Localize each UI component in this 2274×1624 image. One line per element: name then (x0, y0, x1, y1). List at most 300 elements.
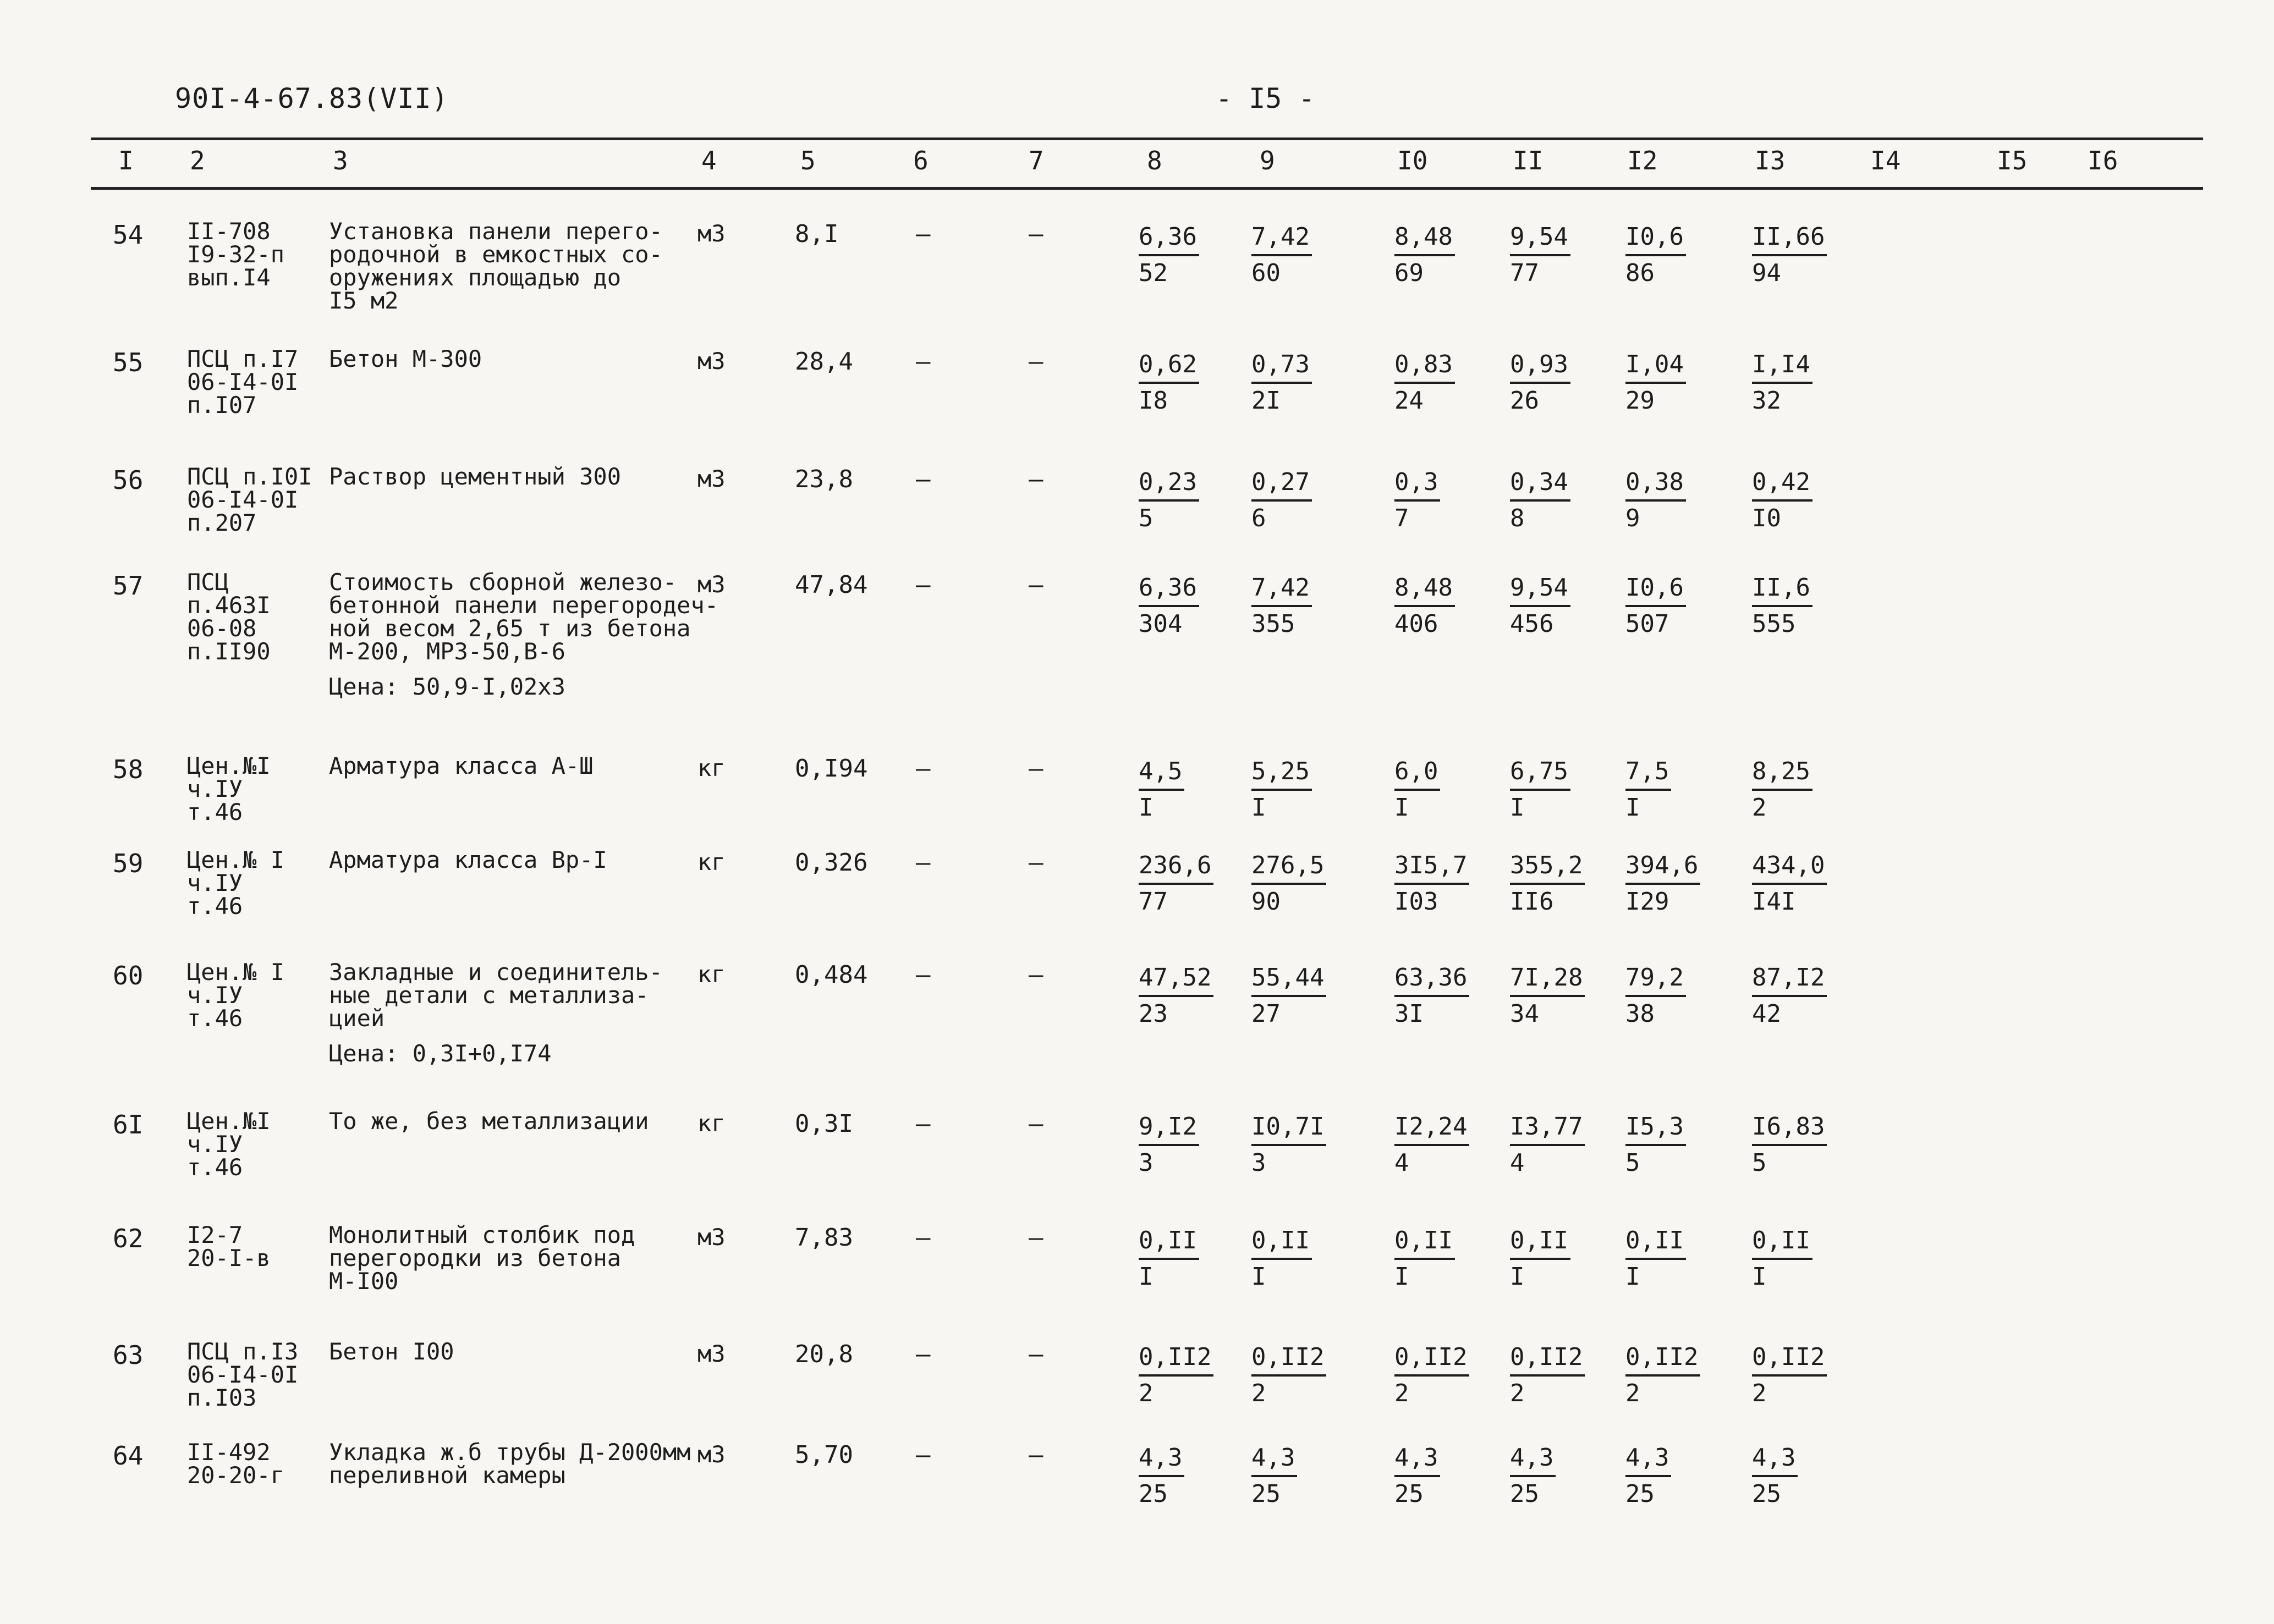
fraction-denominator: 8 (1510, 504, 1525, 532)
unit-value: 20,8 (795, 1340, 853, 1368)
norm-reference (187, 1221, 271, 1271)
fraction-denominator: 24 (1394, 387, 1424, 415)
norm-reference-line: 20-20-г (187, 1462, 285, 1489)
unit-of-measure: м3 (697, 1340, 726, 1367)
fraction-numerator: 0,II (1625, 1224, 1686, 1260)
fraction-denominator: I8 (1139, 387, 1168, 415)
work-description-line: цией (329, 1005, 385, 1032)
value-fraction (1752, 1110, 1827, 1180)
fraction-denominator: 5 (1139, 504, 1154, 532)
unit-value: 5,70 (795, 1441, 853, 1469)
column-header: 5 (800, 146, 816, 175)
value-fraction (1139, 571, 1199, 641)
fraction-numerator: 0,II2 (1625, 1340, 1700, 1377)
fraction-denominator: 5 (1625, 1149, 1640, 1177)
unit-of-measure: м3 (697, 1441, 726, 1468)
fraction-numerator: 4,3 (1510, 1441, 1556, 1477)
column-header: I4 (1870, 146, 1901, 175)
norm-reference (187, 961, 284, 1030)
value-fraction (1394, 755, 1440, 825)
fraction-numerator: I2,24 (1394, 1110, 1469, 1146)
fraction-numerator: 7I,28 (1510, 961, 1585, 997)
fraction-denominator: 34 (1510, 1000, 1539, 1028)
work-description-line: бетонной панели перегородеч- (329, 592, 719, 619)
fraction-numerator: 0,II2 (1394, 1340, 1469, 1377)
fraction-numerator: 0,93 (1510, 348, 1570, 384)
column-7-dash: – (1029, 1224, 1043, 1252)
value-fraction (1139, 1441, 1184, 1511)
fraction-numerator: 0,II (1394, 1224, 1455, 1260)
fraction-numerator: 0,II (1510, 1224, 1570, 1260)
fraction-numerator: 79,2 (1625, 961, 1686, 997)
fraction-denominator: 94 (1752, 259, 1781, 287)
fraction-denominator: 38 (1625, 1000, 1655, 1028)
work-description-line: Раствор цементный 300 (329, 463, 622, 490)
value-fraction (1510, 849, 1585, 919)
value-fraction (1251, 1441, 1297, 1511)
fraction-numerator: 5,25 (1251, 755, 1312, 791)
fraction-denominator: 69 (1394, 259, 1424, 287)
fraction-denominator: 3I (1394, 1000, 1424, 1028)
unit-of-measure: м3 (697, 1224, 726, 1251)
fraction-numerator: 6,36 (1139, 571, 1199, 607)
fraction-numerator: I6,83 (1752, 1110, 1827, 1146)
value-fraction (1394, 1224, 1455, 1294)
fraction-denominator: 3 (1139, 1149, 1154, 1177)
fraction-numerator: 0,23 (1139, 465, 1199, 502)
norm-reference (187, 752, 271, 825)
norm-reference-line: т.46 (187, 799, 243, 825)
work-description-line: Закладные и соединитель- (329, 959, 663, 986)
column-6-dash: – (916, 961, 931, 989)
value-fraction (1625, 348, 1686, 418)
norm-reference-line: ПСЦ п.I3 (187, 1338, 299, 1365)
row-number: 63 (113, 1340, 144, 1370)
value-fraction (1510, 1441, 1556, 1511)
fraction-numerator: I0,7I (1251, 1110, 1326, 1146)
norm-reference-line: т.46 (187, 1154, 243, 1181)
row-number: 62 (113, 1224, 144, 1253)
fraction-numerator: I,04 (1625, 348, 1686, 384)
value-fraction (1510, 1224, 1570, 1294)
fraction-denominator: 25 (1625, 1480, 1655, 1508)
column-header: 6 (913, 146, 929, 175)
work-description (329, 1441, 708, 1487)
document-code: 90I-4-67.83(VII) (175, 82, 449, 114)
value-fraction (1510, 961, 1585, 1031)
fraction-numerator: 7,42 (1251, 571, 1312, 607)
fraction-numerator: 4,5 (1139, 755, 1184, 791)
fraction-numerator: 8,48 (1394, 571, 1455, 607)
value-fraction (1510, 465, 1570, 536)
norm-reference (187, 345, 299, 419)
column-7-dash: – (1029, 961, 1043, 989)
fraction-denominator: I (1251, 794, 1266, 822)
value-fraction (1251, 465, 1312, 536)
fraction-numerator: 0,42 (1752, 465, 1812, 502)
work-description-line: ной весом 2,65 т из бетона (329, 615, 691, 642)
norm-reference (187, 465, 312, 535)
fraction-denominator: 2 (1139, 1379, 1154, 1407)
norm-reference (187, 1441, 284, 1487)
value-fraction (1625, 465, 1686, 536)
value-fraction (1394, 571, 1455, 641)
value-fraction (1752, 849, 1827, 919)
fraction-numerator: 4,3 (1139, 1441, 1184, 1477)
fraction-denominator: 77 (1510, 259, 1539, 287)
value-fraction (1394, 220, 1455, 290)
value-fraction (1510, 220, 1570, 290)
column-header: I2 (1627, 146, 1658, 175)
column-header: 7 (1029, 146, 1044, 175)
norm-reference-line: 06-I4-0I (187, 368, 299, 395)
column-7-dash: – (1029, 1340, 1043, 1368)
fraction-numerator: 0,II (1752, 1224, 1812, 1260)
fraction-denominator: I (1139, 1263, 1154, 1291)
fraction-numerator: 236,6 (1139, 849, 1213, 885)
work-description-line: перегородки из бетона (329, 1245, 622, 1271)
fraction-denominator: 86 (1625, 259, 1655, 287)
fraction-denominator: 25 (1139, 1480, 1168, 1508)
value-fraction (1625, 1441, 1671, 1511)
fraction-denominator: I (1251, 1263, 1266, 1291)
work-description-line: То же, без металлизации (329, 1108, 649, 1135)
unit-of-measure: кг (697, 1110, 726, 1137)
fraction-denominator: 29 (1625, 387, 1655, 415)
fraction-denominator: 6 (1251, 504, 1266, 532)
column-6-dash: – (916, 1340, 931, 1368)
column-header: 2 (190, 146, 205, 175)
fraction-denominator: I (1394, 1263, 1409, 1291)
fraction-numerator: 7,5 (1625, 755, 1671, 791)
fraction-numerator: 0,27 (1251, 465, 1312, 502)
norm-reference-line: п.207 (187, 509, 257, 536)
fraction-denominator: I29 (1625, 888, 1669, 916)
work-description-line: Укладка ж.б трубы Д-2000мм (329, 1439, 691, 1466)
fraction-denominator: 5 (1752, 1149, 1767, 1177)
value-fraction (1625, 1224, 1686, 1294)
column-header: 3 (333, 146, 348, 175)
fraction-denominator: 25 (1752, 1480, 1781, 1508)
value-fraction (1139, 755, 1184, 825)
norm-reference (187, 846, 285, 920)
norm-reference (187, 1340, 298, 1410)
fraction-numerator: 9,54 (1510, 571, 1570, 607)
column-7-dash: – (1029, 571, 1043, 599)
column-7-dash: – (1029, 755, 1043, 783)
fraction-denominator: I0 (1752, 504, 1781, 532)
value-fraction (1510, 571, 1570, 641)
value-fraction (1752, 348, 1812, 418)
work-description (329, 752, 708, 779)
norm-reference-line: 20-I-в (187, 1245, 271, 1271)
fraction-denominator: 90 (1251, 888, 1281, 916)
work-description (329, 961, 708, 1065)
fraction-numerator: I0,6 (1625, 220, 1686, 256)
fraction-numerator: I,I4 (1752, 348, 1812, 384)
fraction-denominator: 42 (1752, 1000, 1781, 1028)
column-6-dash: – (916, 348, 931, 376)
column-header: I (118, 146, 134, 175)
fraction-numerator: 6,36 (1139, 220, 1199, 256)
row-number: 55 (113, 348, 144, 377)
work-description-line: Установка панели перего- (329, 218, 663, 245)
column-7-dash: – (1029, 1110, 1043, 1138)
fraction-denominator: I (1394, 794, 1409, 822)
value-fraction (1251, 348, 1312, 418)
value-fraction (1139, 1224, 1199, 1294)
value-fraction (1251, 849, 1326, 919)
fraction-denominator: 2 (1510, 1379, 1525, 1407)
fraction-denominator: 2 (1625, 1379, 1640, 1407)
fraction-denominator: 4 (1394, 1149, 1409, 1177)
value-fraction (1752, 465, 1812, 536)
column-7-dash: – (1029, 348, 1043, 376)
value-fraction (1625, 571, 1686, 641)
norm-reference-line: п.I03 (187, 1384, 257, 1411)
row-number: 56 (113, 465, 144, 495)
value-fraction (1394, 1110, 1469, 1180)
value-fraction (1251, 220, 1312, 290)
value-fraction (1752, 1441, 1798, 1511)
value-fraction (1752, 571, 1812, 641)
column-header: 9 (1260, 146, 1275, 175)
fraction-numerator: 6,0 (1394, 755, 1440, 791)
fraction-numerator: 0,3 (1394, 465, 1440, 502)
unit-of-measure: кг (697, 961, 726, 988)
norm-reference-line: I2-7 (187, 1221, 243, 1248)
row-number: 57 (113, 571, 144, 601)
norm-reference-line: ч.IУ (187, 982, 243, 1009)
work-description (329, 345, 708, 372)
fraction-denominator: 406 (1394, 610, 1438, 638)
value-fraction (1394, 1441, 1440, 1511)
work-description-line: переливной камеры (329, 1462, 565, 1489)
unit-value: 8,I (795, 220, 839, 248)
fraction-denominator: 60 (1251, 259, 1281, 287)
fraction-denominator: 2 (1394, 1379, 1409, 1407)
value-fraction (1752, 755, 1812, 825)
fraction-numerator: 63,36 (1394, 961, 1469, 997)
fraction-numerator: 0,II2 (1510, 1340, 1585, 1377)
norm-reference-line: т.46 (187, 1005, 243, 1032)
column-header: 8 (1147, 146, 1162, 175)
fraction-denominator: 3 (1251, 1149, 1266, 1177)
value-fraction (1752, 961, 1827, 1031)
value-fraction (1625, 755, 1671, 825)
fraction-numerator: I0,6 (1625, 571, 1686, 607)
row-number: 58 (113, 755, 144, 784)
fraction-numerator: 6,75 (1510, 755, 1570, 791)
page-number: - I5 - (1216, 82, 1315, 114)
value-fraction (1510, 1110, 1585, 1180)
work-description-line: Бетон I00 (329, 1338, 454, 1365)
fraction-denominator: 355 (1251, 610, 1295, 638)
fraction-numerator: 9,54 (1510, 220, 1570, 256)
fraction-denominator: 32 (1752, 387, 1781, 415)
value-fraction (1394, 961, 1469, 1031)
value-fraction (1752, 220, 1827, 290)
fraction-numerator: 87,I2 (1752, 961, 1827, 997)
work-description (329, 1340, 708, 1363)
column-6-dash: – (916, 220, 931, 248)
row-number: 54 (113, 220, 144, 250)
norm-reference-line: п.II90 (187, 638, 271, 665)
fraction-denominator: 25 (1251, 1480, 1281, 1508)
fraction-numerator: 0,II2 (1251, 1340, 1326, 1377)
column-6-dash: – (916, 1224, 931, 1252)
column-7-dash: – (1029, 220, 1043, 248)
fraction-denominator: 25 (1394, 1480, 1424, 1508)
work-description-line: I5 м2 (329, 287, 399, 314)
value-fraction (1625, 220, 1686, 290)
value-fraction (1251, 961, 1326, 1031)
value-fraction (1251, 571, 1312, 641)
value-fraction (1394, 465, 1440, 536)
unit-value: 0,3I (795, 1110, 853, 1138)
value-fraction (1139, 849, 1213, 919)
value-fraction (1394, 849, 1469, 919)
norm-reference-line: ч.IУ (187, 869, 243, 896)
value-fraction (1139, 1110, 1199, 1180)
norm-reference-line: п.I07 (187, 392, 257, 419)
fraction-denominator: 507 (1625, 610, 1669, 638)
norm-reference-line: ч.IУ (187, 1131, 243, 1158)
fraction-numerator: II,66 (1752, 220, 1827, 256)
column-header: I6 (2088, 146, 2118, 175)
fraction-numerator: 394,6 (1625, 849, 1700, 885)
norm-reference (187, 1110, 271, 1179)
fraction-numerator: 47,52 (1139, 961, 1213, 997)
unit-of-measure: м3 (697, 465, 726, 492)
norm-reference-line: Цен.№I (187, 752, 271, 779)
fraction-denominator: 77 (1139, 888, 1168, 916)
fraction-denominator: 2 (1752, 1379, 1767, 1407)
unit-value: 7,83 (795, 1224, 853, 1252)
fraction-numerator: I3,77 (1510, 1110, 1585, 1146)
norm-reference-line: п.463I (187, 592, 271, 619)
fraction-denominator: I (1752, 1263, 1767, 1291)
norm-reference-line: т.46 (187, 893, 243, 920)
fraction-denominator: 4 (1510, 1149, 1525, 1177)
value-fraction (1625, 1340, 1700, 1411)
work-description-line: Бетон М-300 (329, 345, 482, 372)
fraction-numerator: 8,25 (1752, 755, 1812, 791)
fraction-denominator: I (1510, 794, 1525, 822)
fraction-denominator: I (1625, 1263, 1640, 1291)
fraction-denominator: 456 (1510, 610, 1554, 638)
fraction-numerator: 55,44 (1251, 961, 1326, 997)
column-7-dash: – (1029, 465, 1043, 493)
value-fraction (1139, 348, 1199, 418)
column-header: I5 (1997, 146, 2028, 175)
fraction-numerator: 7,42 (1251, 220, 1312, 256)
fraction-denominator: I03 (1394, 888, 1438, 916)
fraction-denominator: 555 (1752, 610, 1796, 638)
norm-reference (187, 571, 271, 663)
work-description-line: ные детали с металлиза- (329, 982, 649, 1009)
value-fraction (1510, 1340, 1585, 1411)
unit-value: 47,84 (795, 571, 868, 599)
fraction-denominator: 25 (1510, 1480, 1539, 1508)
column-header: II (1513, 146, 1544, 175)
value-fraction (1251, 1224, 1312, 1294)
unit-of-measure: м3 (697, 571, 726, 598)
fraction-numerator: 4,3 (1752, 1441, 1798, 1477)
value-fraction (1251, 1110, 1326, 1180)
column-7-dash: – (1029, 849, 1043, 877)
value-fraction (1625, 961, 1686, 1031)
price-note: Цена: 50,9-I,02х3 (329, 673, 565, 700)
value-fraction (1625, 849, 1700, 919)
norm-reference-line: II-492 (187, 1439, 271, 1466)
row-number: 6I (113, 1110, 144, 1139)
column-6-dash: – (916, 849, 931, 877)
value-fraction (1394, 348, 1455, 418)
fraction-denominator: 52 (1139, 259, 1168, 287)
column-header: I3 (1755, 146, 1786, 175)
unit-value: 28,4 (795, 348, 853, 376)
work-description-line: Арматура класса Вр-I (329, 846, 607, 873)
column-header: I0 (1397, 146, 1428, 175)
norm-reference-line: Цен.№I (187, 1108, 271, 1135)
column-6-dash: – (916, 755, 931, 783)
work-description-line: оружениях площадью до (329, 264, 622, 291)
fraction-denominator: II6 (1510, 888, 1554, 916)
unit-of-measure: кг (697, 755, 726, 781)
norm-reference-line: ПСЦ (187, 569, 229, 596)
fraction-denominator: I (1510, 1263, 1525, 1291)
work-description-line: Монолитный столбик под (329, 1221, 635, 1248)
row-number: 60 (113, 961, 144, 990)
fraction-numerator: 355,2 (1510, 849, 1585, 885)
column-7-dash: – (1029, 1441, 1043, 1469)
value-fraction (1251, 755, 1312, 825)
norm-reference-line: ПСЦ п.I7 (187, 345, 299, 372)
fraction-denominator: 2I (1251, 387, 1281, 415)
fraction-numerator: 8,48 (1394, 220, 1455, 256)
fraction-numerator: 0,II (1251, 1224, 1312, 1260)
fraction-numerator: 4,3 (1251, 1441, 1297, 1477)
fraction-denominator: 2 (1752, 794, 1767, 822)
work-description (329, 1110, 708, 1133)
price-note: Цена: 0,3I+0,I74 (329, 1040, 552, 1067)
unit-value: 23,8 (795, 465, 853, 493)
norm-reference-line: ч.IУ (187, 775, 243, 802)
row-number: 59 (113, 849, 144, 878)
fraction-numerator: 434,0 (1752, 849, 1827, 885)
header-top-rule (91, 137, 2203, 140)
norm-reference-line: II-708 (187, 218, 271, 245)
value-fraction (1139, 1340, 1213, 1411)
work-description-line: М-I00 (329, 1268, 399, 1295)
unit-of-measure: м3 (697, 220, 726, 247)
norm-reference-line: вып.I4 (187, 264, 271, 291)
norm-reference-line: 06-08 (187, 615, 257, 642)
fraction-denominator: I4I (1752, 888, 1796, 916)
work-description (329, 220, 708, 312)
fraction-numerator: 0,II (1139, 1224, 1199, 1260)
value-fraction (1139, 220, 1199, 290)
work-description (329, 1221, 708, 1295)
work-description-line: Стоимость сборной железо- (329, 569, 677, 596)
value-fraction (1394, 1340, 1469, 1411)
fraction-denominator: 27 (1251, 1000, 1281, 1028)
fraction-denominator: I (1625, 794, 1640, 822)
value-fraction (1139, 961, 1213, 1031)
unit-value: 0,326 (795, 849, 868, 877)
value-fraction (1510, 755, 1570, 825)
